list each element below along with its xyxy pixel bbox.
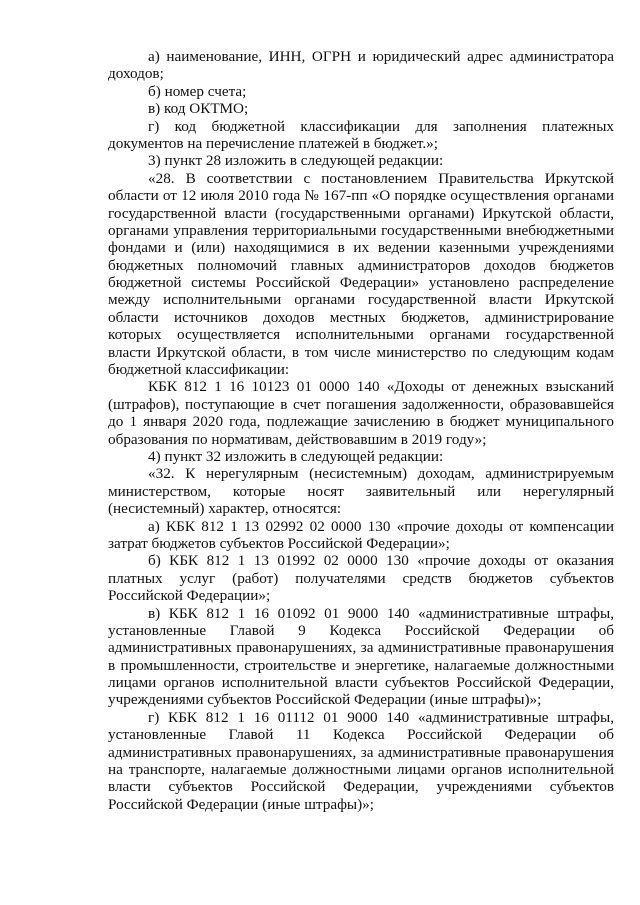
document-line: г) код бюджетной классификации для заполнения платежных (148, 117, 614, 135)
document-line: затрат бюджетов субъектов Российской Федерации»; (108, 534, 450, 552)
document-line: в) КБК 812 1 16 01092 01 9000 140 «административные штрафы, (148, 604, 614, 622)
document-line: установленные Главой 11 Кодекса Российской Федерации об (108, 726, 614, 744)
document-line: 3) пункт 28 изложить в следующей редакции: (148, 152, 444, 170)
document-line: б) КБК 812 1 13 01992 02 0000 130 «прочие доходы от оказания (148, 552, 614, 570)
document-line: лицами органов исполнительной власти субъектов Российской Федерации, (108, 674, 614, 692)
document-line: административных правонарушениях, за административные правонарушения (108, 743, 614, 761)
document-line: КБК 812 1 16 10123 01 0000 140 «Доходы от денежных взысканий (148, 378, 614, 396)
document-line: Российской Федерации»; (108, 587, 271, 605)
document-line: установленные Главой 9 Кодекса Российской Федерации об (108, 621, 614, 639)
document-line: административных правонарушениях, за административные правонарушения (108, 639, 614, 657)
document-line: министерством, которые носят заявительный или нерегулярный (108, 482, 614, 500)
document-line: государственной власти (государственными органами) Иркутской области, (108, 204, 614, 222)
document-line: а) наименование, ИНН, ОГРН и юридический адрес администратора (148, 48, 614, 65)
document-line: г) КБК 812 1 16 01112 01 9000 140 «административные штрафы, (148, 708, 614, 726)
document-line: на транспорте, налагаемые должностными лицами органов исполнительной (108, 761, 614, 779)
document-page (108, 48, 614, 813)
document-line: «28. В соответствии с постановлением Правительства Иркутской (148, 169, 614, 187)
document-line: учреждениями субъектов Российской Федерации (иные штрафы)»; (108, 691, 542, 709)
document-line: (штрафов), поступающие в счет погашения задолженности, образовавшейся (108, 395, 614, 413)
document-line: Российской Федерации (иные штрафы)»; (108, 795, 374, 813)
document-line: доходов; (108, 65, 164, 83)
document-line: власти Иркутской области, в том числе министерство по следующим кодам (108, 343, 614, 361)
document-line: (несистемный) характер, относятся: (108, 500, 342, 518)
document-line: б) номер счета; (148, 82, 247, 100)
document-line: бюджетной классификации: (108, 361, 290, 379)
document-line: 4) пункт 32 изложить в следующей редакции: (148, 447, 444, 465)
document-line: области источников доходов местных бюджетов, администрирование (108, 308, 614, 326)
document-line: «32. К нерегулярным (несистемным) доходам, администрируемым (148, 465, 614, 483)
document-line: документов на перечисление платежей в бюджет.»; (108, 134, 438, 152)
document-text (108, 48, 614, 813)
document-line: области от 12 июля 2010 года № 167-пп «О порядке осуществления органами (108, 187, 614, 205)
document-line: бюджетных полномочий главных администраторов доходов бюджетов (108, 256, 614, 274)
document-line: между исполнительными органами государственной власти Иркутской (108, 291, 614, 309)
document-line: фондами и (или) находящимися в их ведении казенными учреждениями (108, 239, 614, 257)
document-line: образования по нормативам, действовавшим в 2019 году»; (108, 430, 487, 448)
document-line: бюджетной системы Российской Федерации» установлено распределение (108, 274, 614, 292)
document-line: в) код ОКТМО; (148, 100, 249, 118)
document-line: которых осуществляется исполнительными органами государственной (108, 326, 614, 344)
document-line: в промышленности, строительстве и энергетике, налагаемые должностными (108, 656, 614, 674)
document-line: а) КБК 812 1 13 02992 02 0000 130 «прочие доходы от компенсации (148, 517, 614, 535)
document-line: органами управления территориальными государственными внебюджетными (108, 221, 614, 239)
document-line: до 1 января 2020 года, подлежащие зачислению в бюджет муниципального (108, 413, 614, 431)
document-line: власти субъектов Российской Федерации, учреждениями субъектов (108, 778, 614, 796)
document-line: платных услуг (работ) получателями средств бюджетов субъектов (108, 569, 614, 587)
